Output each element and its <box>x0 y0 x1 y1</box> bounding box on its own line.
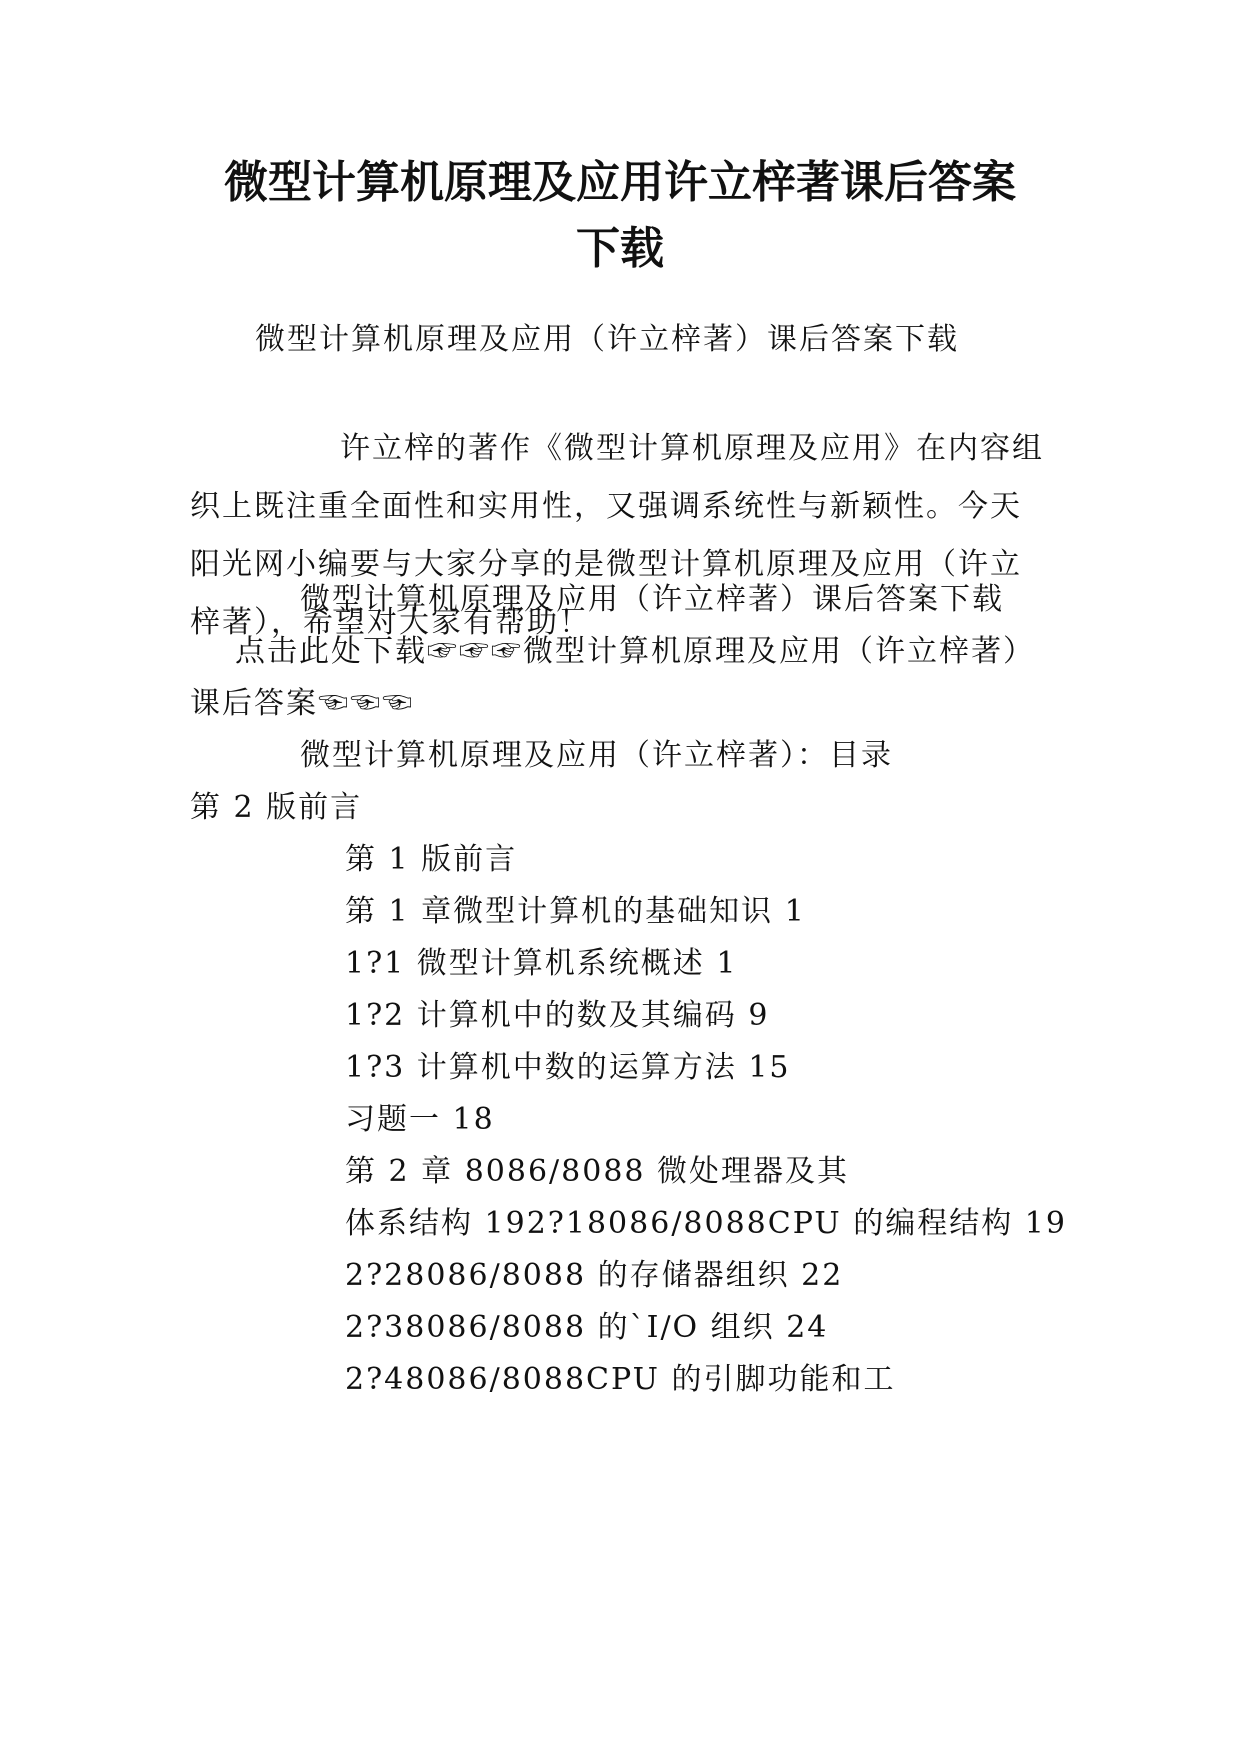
toc-item: 1?1 微型计算机系统概述 1 <box>345 946 738 981</box>
toc-item: 2?28086/8088 的存储器组织 22 <box>345 1258 844 1293</box>
toc-item: 1?2 计算机中的数及其编码 9 <box>345 998 770 1033</box>
toc-item: 第 2 章 8086/8088 微处理器及其 <box>345 1154 850 1189</box>
toc-item: 第 1 版前言 <box>345 842 518 877</box>
subtitle: 微型计算机原理及应用（许立梓著）课后答案下载 <box>255 322 959 357</box>
download-link[interactable]: 点击此处下载☞☞☞微型计算机原理及应用（许立梓著） <box>235 634 1035 669</box>
toc-item: 第 1 章微型计算机的基础知识 1 <box>345 894 806 929</box>
download-link-continued[interactable]: 课后答案☜☜☜ <box>190 686 414 721</box>
toc-heading: 微型计算机原理及应用（许立梓著）：目录 <box>300 738 893 773</box>
title-line-2: 下载 <box>576 223 664 274</box>
title-line-1: 微型计算机原理及应用许立梓著课后答案 <box>224 157 1016 208</box>
toc-item: 2?48086/8088CPU 的引脚功能和工 <box>345 1362 896 1397</box>
intro-text: 许立梓的著作《微型计算机原理及应用》在内容组织上既注重全面性和实用性，又强调系统性与新颖性。今天阳光网小编要与大家分享的是微型计算机原理及应用（许立梓著），希望对大家有帮助！ <box>190 431 1044 640</box>
toc-item: 第 2 版前言 <box>190 790 363 825</box>
toc-item: 习题一 18 <box>345 1102 495 1137</box>
section-heading: 微型计算机原理及应用（许立梓著）课后答案下载 <box>300 582 1004 617</box>
toc-item: 体系结构 192?18086/8088CPU 的编程结构 19 <box>345 1206 1067 1241</box>
toc-item: 2?38086/8088 的`I/O 组织 24 <box>345 1310 829 1345</box>
toc-item: 1?3 计算机中数的运算方法 15 <box>345 1050 791 1085</box>
page-title <box>140 150 1100 282</box>
